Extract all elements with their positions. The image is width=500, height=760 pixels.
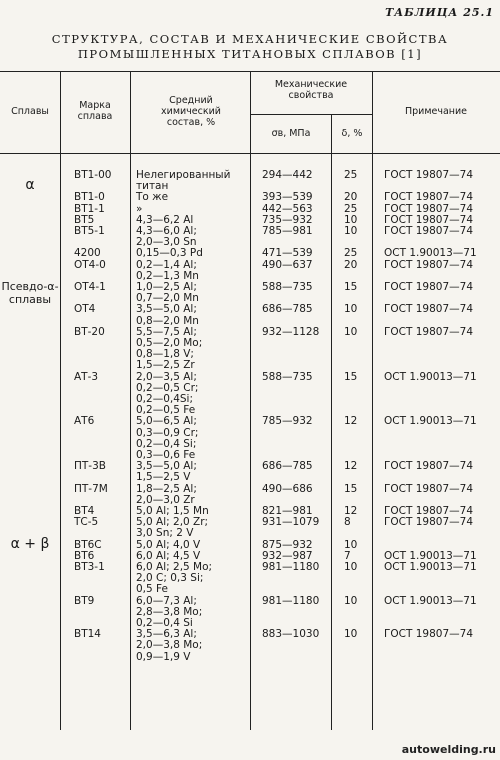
- table-row: [0, 338, 500, 349]
- cell-composition: 6,0 Al; 4,5 V: [136, 549, 201, 562]
- cell-composition: »: [136, 202, 143, 215]
- table-title-line-2: ПРОМЫШЛЕННЫХ ТИТАНОВЫХ СПЛАВОВ [1]: [77, 47, 423, 61]
- cell-note: ОСТ 1.90013—71: [384, 415, 477, 428]
- cell-composition: 0,9—1,9 V: [136, 650, 191, 663]
- cell-composition: 0,3—0,6 Fe: [136, 449, 196, 461]
- alloy-group-label: α: [25, 177, 35, 194]
- cell-delta: 10: [344, 561, 358, 573]
- cell-delta: 10: [344, 594, 358, 607]
- cell-note: ГОСТ 19807—74: [384, 191, 474, 204]
- table-row: [0, 304, 500, 315]
- table-title-line-1: СТРУКТУРА, СОСТАВ И МЕХАНИЧЕСКИЕ СВОЙСТВА: [51, 32, 449, 46]
- cell-sigma: 735—932: [262, 213, 313, 226]
- cell-note: ОСТ 1.90013—71: [384, 247, 477, 260]
- watermark: autowelding.ru: [401, 743, 496, 756]
- cell-sigma: 785—981: [262, 225, 313, 237]
- cell-note: ОСТ 1.90013—71: [384, 594, 477, 607]
- cell-delta: 10: [344, 303, 358, 316]
- table-row: [0, 360, 500, 371]
- cell-grade: ВТ6: [74, 549, 95, 562]
- cell-note: ГОСТ 19807—74: [384, 628, 474, 641]
- cell-composition: 5,0 Al; 2,0 Zr;: [136, 516, 209, 529]
- alloy-group-label: Псевдо-α-сплавы: [1, 280, 59, 306]
- cell-composition: 0,15—0,3 Pd: [136, 247, 203, 260]
- cell-delta: 25: [344, 169, 358, 181]
- cell-sigma: 932—1128: [262, 325, 320, 338]
- cell-sigma: 875—932: [262, 538, 313, 551]
- cell-composition: 0,5 Fe: [136, 583, 168, 596]
- cell-note: ГОСТ 19807—74: [384, 482, 474, 495]
- cell-note: ГОСТ 19807—74: [384, 303, 474, 316]
- cell-composition: 2,0—3,8 Mo;: [136, 639, 203, 652]
- cell-note: ОСТ 1.90013—71: [384, 549, 477, 562]
- table-row: [0, 573, 500, 584]
- table-row: [0, 461, 500, 472]
- cell-sigma: 294—442: [262, 169, 313, 181]
- cell-composition: 5,0 Al; 4,0 V: [136, 538, 201, 551]
- table-row: [0, 327, 500, 338]
- cell-composition: 0,2—1,4 Al;: [136, 258, 197, 271]
- cell-composition: 0,2—0,4Si;: [136, 393, 194, 405]
- header-composition: Средний химический состав, %: [161, 95, 221, 128]
- cell-note: ГОСТ 19807—74: [384, 460, 474, 473]
- cell-composition: 1,5—2,5 V: [136, 471, 191, 484]
- cell-composition: 0,5—2,0 Mo;: [136, 337, 203, 349]
- cell-grade: ОТ4-1: [74, 281, 106, 293]
- cell-grade: ПТ-7М: [74, 482, 108, 495]
- cell-sigma: 588—735: [262, 370, 313, 383]
- cell-delta: 8: [344, 516, 351, 529]
- cell-note: ГОСТ 19807—74: [384, 516, 474, 529]
- table-row: [0, 192, 500, 203]
- cell-note: ГОСТ 19807—74: [384, 213, 474, 226]
- cell-grade: ВТ-20: [74, 325, 105, 338]
- table-row: [0, 416, 500, 427]
- cell-delta: 25: [344, 202, 358, 215]
- table-row: [0, 596, 500, 607]
- cell-composition: 4,3—6,0 Al;: [136, 225, 197, 237]
- table-number: ТАБЛИЦА 25.1: [385, 6, 494, 19]
- table-row: [0, 282, 500, 293]
- table-row: [0, 260, 500, 271]
- cell-note: ГОСТ 19807—74: [384, 258, 474, 271]
- cell-sigma: 442—563: [262, 202, 313, 215]
- cell-note: ГОСТ 19807—74: [384, 325, 474, 338]
- table-row: [0, 428, 500, 439]
- cell-sigma: 883—1030: [262, 628, 320, 641]
- cell-sigma: 931—1079: [262, 516, 320, 529]
- cell-composition: 2,0—3,0 Sn: [136, 236, 197, 249]
- cell-composition: 5,0 Al; 1,5 Mn: [136, 505, 209, 517]
- cell-grade: ОТ4-0: [74, 258, 106, 271]
- cell-grade: ВТ5: [74, 213, 95, 226]
- cell-composition: 0,2—1,3 Mn: [136, 269, 199, 282]
- table-title: [0, 32, 500, 62]
- header-sigma: σв, МПа: [271, 128, 311, 139]
- cell-grade: АТ-3: [74, 370, 99, 383]
- cell-sigma: 785—932: [262, 415, 313, 428]
- header-alloys: Сплавы: [11, 106, 49, 117]
- cell-grade: ВТ1-00: [74, 169, 112, 181]
- table-row: [0, 584, 500, 595]
- cell-composition: 3,5—5,0 Al;: [136, 303, 197, 316]
- cell-composition: 0,7—2,0 Mn: [136, 292, 199, 305]
- cell-composition: 0,8—1,8 V;: [136, 348, 194, 361]
- cell-note: ГОСТ 19807—74: [384, 169, 474, 181]
- cell-grade: ВТ9: [74, 594, 95, 607]
- cell-sigma: 393—539: [262, 191, 313, 204]
- table-row: [0, 383, 500, 394]
- cell-sigma: 588—735: [262, 281, 313, 293]
- table-row: [0, 394, 500, 405]
- table-row: [0, 562, 500, 573]
- cell-note: ГОСТ 19807—74: [384, 505, 474, 517]
- cell-grade: ВТ1-0: [74, 191, 105, 204]
- cell-grade: 4200: [74, 247, 101, 260]
- cell-delta: 15: [344, 370, 358, 383]
- header-grade: Марка сплава: [77, 100, 113, 122]
- cell-composition: 0,8—2,0 Mn: [136, 314, 199, 327]
- cell-note: ОСТ 1.90013—71: [384, 561, 477, 573]
- table-row: [0, 484, 500, 495]
- table-row: [0, 372, 500, 383]
- cell-composition: То же: [136, 191, 169, 204]
- table-row: [0, 629, 500, 640]
- header-note: Примечание: [404, 106, 468, 117]
- cell-composition: 2,0—3,5 Al;: [136, 370, 197, 383]
- cell-grade: ВТ6С: [74, 538, 102, 551]
- cell-composition: 1,0—2,5 Al;: [136, 281, 197, 293]
- table-row: [0, 472, 500, 483]
- cell-sigma: 981—1180: [262, 561, 320, 573]
- cell-composition: 5,0—6,5 Al;: [136, 415, 197, 428]
- cell-delta: 10: [344, 325, 358, 338]
- table-row: [0, 607, 500, 618]
- cell-grade: ВТ5-1: [74, 225, 105, 237]
- cell-delta: 12: [344, 505, 358, 517]
- table-row: [0, 652, 500, 663]
- cell-delta: 15: [344, 281, 358, 293]
- cell-composition: 0,2—0,5 Cr;: [136, 381, 199, 394]
- cell-composition: 2,8—3,8 Mo;: [136, 605, 203, 618]
- cell-composition: 0,2—0,4 Si;: [136, 437, 197, 450]
- cell-composition: 1,5—2,5 Zr: [136, 359, 195, 372]
- cell-delta: 12: [344, 460, 358, 473]
- cell-delta: 10: [344, 538, 358, 551]
- cell-composition: 6,0 Al; 2,5 Mo;: [136, 561, 213, 573]
- cell-composition: 3,0 Sn; 2 V: [136, 527, 194, 540]
- table-row: [0, 640, 500, 651]
- table-row: [0, 248, 500, 259]
- cell-grade: ВТ1-1: [74, 202, 105, 215]
- cell-composition: 0,3—0,9 Cr;: [136, 426, 199, 439]
- cell-grade: ВТ14: [74, 628, 101, 641]
- cell-grade: ОТ4: [74, 303, 96, 316]
- cell-delta: 12: [344, 415, 358, 428]
- table-row: [0, 517, 500, 528]
- cell-composition: 4,3—6,2 Al: [136, 213, 194, 226]
- cell-grade: ВТ4: [74, 505, 95, 517]
- cell-composition: 0,2—0,4 Si: [136, 617, 193, 629]
- cell-sigma: 686—785: [262, 303, 313, 316]
- cell-composition: 3,5—6,3 Al;: [136, 628, 197, 641]
- table-body: [0, 170, 500, 730]
- cell-composition: титан: [136, 180, 169, 193]
- cell-delta: 10: [344, 628, 358, 641]
- cell-sigma: 821—981: [262, 505, 313, 517]
- table-row: [0, 170, 500, 181]
- cell-delta: 10: [344, 213, 358, 226]
- cell-sigma: 932—987: [262, 549, 313, 562]
- cell-composition: 3,5—5,0 Al;: [136, 460, 197, 473]
- cell-composition: 5,5—7,5 Al;: [136, 325, 197, 338]
- cell-grade: ТС-5: [74, 516, 99, 529]
- cell-delta: 15: [344, 482, 358, 495]
- cell-composition: Нелегированный: [136, 169, 231, 181]
- cell-sigma: 471—539: [262, 247, 313, 260]
- cell-delta: 10: [344, 225, 358, 237]
- cell-delta: 7: [344, 549, 351, 562]
- table-row: [0, 528, 500, 539]
- table-row: [0, 439, 500, 450]
- cell-composition: 2,0 C; 0,3 Si;: [136, 572, 204, 585]
- header-delta: δ, %: [341, 128, 363, 139]
- cell-note: ГОСТ 19807—74: [384, 281, 474, 293]
- table-row: [0, 226, 500, 237]
- cell-sigma: 490—637: [262, 258, 313, 271]
- header-mech-properties: Механические свойства: [274, 79, 348, 101]
- cell-sigma: 981—1180: [262, 594, 320, 607]
- cell-note: ГОСТ 19807—74: [384, 202, 474, 215]
- cell-sigma: 686—785: [262, 460, 313, 473]
- table-row: [0, 349, 500, 360]
- cell-composition: 0,2—0,5 Fe: [136, 404, 196, 417]
- cell-grade: АТ6: [74, 415, 95, 428]
- mech-header-rule: [250, 114, 372, 115]
- cell-composition: 2,0—3,0 Zr: [136, 493, 195, 506]
- cell-delta: 20: [344, 191, 358, 204]
- cell-note: ОСТ 1.90013—71: [384, 370, 477, 383]
- cell-delta: 25: [344, 247, 358, 260]
- cell-note: ГОСТ 19807—74: [384, 225, 474, 237]
- cell-composition: 1,8—2,5 Al;: [136, 482, 197, 495]
- alloy-group-label: α + β: [10, 535, 50, 552]
- cell-grade: ВТ3-1: [74, 561, 105, 573]
- cell-delta: 20: [344, 258, 358, 271]
- cell-grade: ПТ-3В: [74, 460, 106, 473]
- cell-sigma: 490—686: [262, 482, 313, 495]
- cell-composition: 6,0—7,3 Al;: [136, 594, 197, 607]
